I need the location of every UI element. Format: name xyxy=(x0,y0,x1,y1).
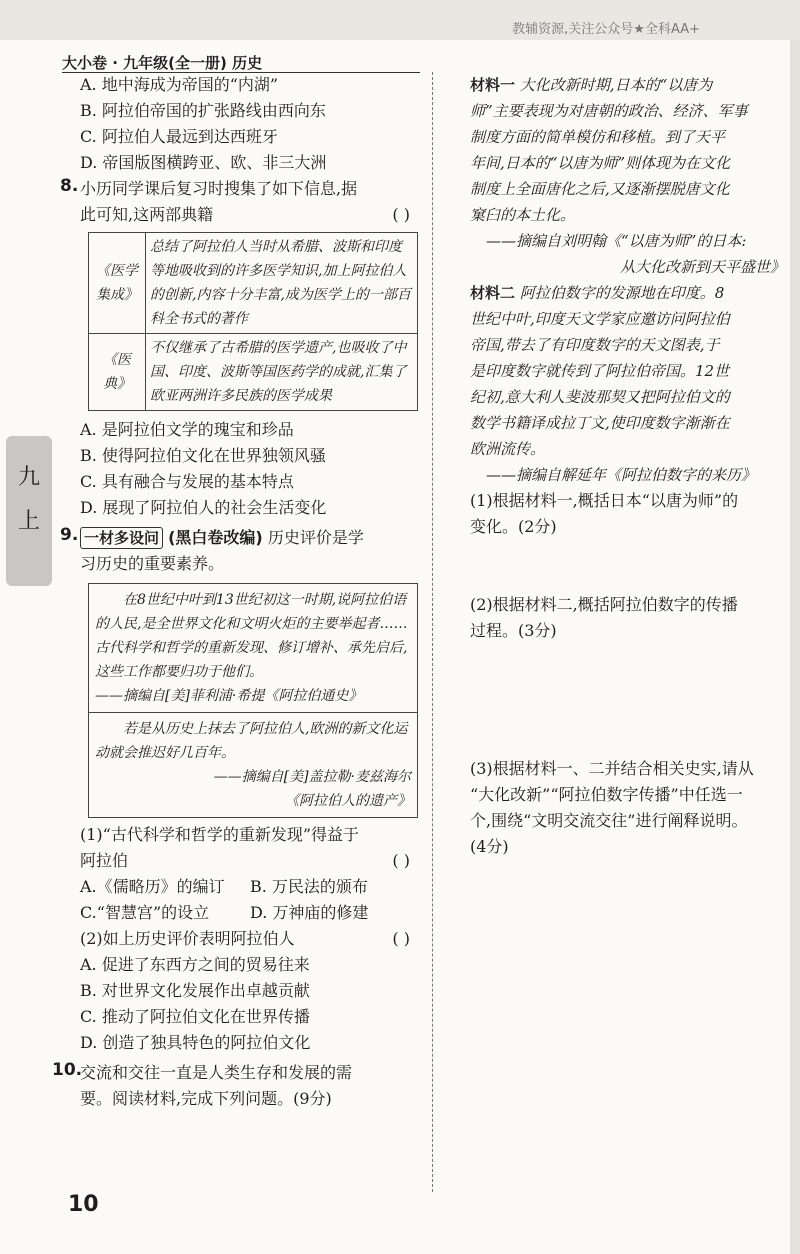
side-tab-char-2: 上 xyxy=(17,509,40,534)
q10-material-2-line: 是印度数字就传到了阿拉伯帝国。12世 xyxy=(470,362,730,380)
q9-sub2 xyxy=(80,926,420,952)
q10-material-2-line: 纪初,意大利人斐波那契又把阿拉伯文的 xyxy=(470,388,730,406)
q7-option-a: A. 地中海成为帝国的“内湖” xyxy=(80,75,279,94)
q9-quote-1: 在8世纪中叶到13世纪初这一时期,说阿拉伯语的人民,是全世界文化和文明火炬的主要举起者……古代科学和哲学的重新发现、修订增补、承先启后,这些工作都要归功于他们。 xyxy=(95,592,408,680)
q10-sub3-line-4: (4分) xyxy=(470,837,509,856)
q9-quote-box xyxy=(88,583,418,818)
q8-book-2: 《医典》 xyxy=(89,334,146,411)
q8-option-c: C. 具有融合与发展的基本特点 xyxy=(80,472,294,491)
q10-material-2-line: 世纪中叶,印度天文学家应邀访问阿拉伯 xyxy=(470,310,730,328)
q9-sub2-paren: ( ) xyxy=(392,929,410,948)
q9-sub2-option-a: A. 促进了东西方之间的贸易往来 xyxy=(80,955,310,974)
q10-sub3-line-1: (3)根据材料一、二并结合相关史实,请从 xyxy=(470,759,754,778)
q9-sub1-a: (1)“古代科学和哲学的重新发现”得益于 xyxy=(80,825,360,844)
q10-sub1-line-2: 变化。(2分) xyxy=(470,517,557,536)
q10-material-2-source: ——摘编自解延年《阿拉伯数字的来历》 xyxy=(486,466,757,484)
q9-sub1-option-a: A.《儒略历》的编订 xyxy=(80,877,225,896)
right-column xyxy=(470,72,785,1040)
q10-material-2-text-1: 阿拉伯数字的发源地在印度。8 xyxy=(519,284,725,302)
side-tab-char-1: 九 xyxy=(17,465,40,490)
q9-quote-2-source-1: ——摘编自[美]盖拉勒·麦兹海尔 xyxy=(213,769,411,785)
q8-answer-paren: ( ) xyxy=(392,205,410,224)
grade-side-tab xyxy=(6,436,52,586)
q9-stem-1-text: 历史评价是学 xyxy=(267,528,364,547)
q8-option-b: B. 使得阿拉伯文化在世界独领风骚 xyxy=(80,446,326,465)
q10-sub2-line-2: 过程。(3分) xyxy=(470,621,557,640)
q9-tag: 一材多设问 xyxy=(80,527,163,549)
q10-material-1-line: 窠臼的本土化。 xyxy=(470,206,576,224)
q9-sub1-option-d: D. 万神庙的修建 xyxy=(250,903,369,922)
q10-material-2-line-1 xyxy=(470,280,785,306)
q9-number: 9. xyxy=(60,525,79,545)
q10-sub3-line-2: “大化改新”“阿拉伯数字传播”中任选一 xyxy=(470,785,743,804)
q10-material-1-label: 材料一 xyxy=(470,76,516,94)
table-row xyxy=(89,233,418,334)
q10-material-1-text-1: 大化改新时期,日本的“以唐为 xyxy=(519,76,713,94)
q10-material-1-line-1 xyxy=(470,72,785,98)
q9-sub1-b-text: 阿拉伯 xyxy=(80,851,129,870)
q7-option-d: D. 帝国版图横跨亚、欧、非三大洲 xyxy=(80,153,327,172)
watermark: 教辅资源,关注公众号★全科AA+ xyxy=(512,22,700,37)
q9-quote-2-source-2: 《阿拉伯人的遗产》 xyxy=(285,793,411,809)
q9-stem-1 xyxy=(80,525,420,551)
q9-sub1-paren: ( ) xyxy=(392,851,410,870)
q8-stem-1: 小历同学课后复习时搜集了如下信息,据 xyxy=(80,179,358,198)
q7-option-b: B. 阿拉伯帝国的扩张路线由西向东 xyxy=(80,101,326,120)
q10-sub3-line-3: 个,围绕“文明交流交往”进行阐释说明。 xyxy=(470,811,748,830)
q10-material-2-label: 材料二 xyxy=(470,284,516,302)
q7-option-c: C. 阿拉伯人最远到达西班牙 xyxy=(80,127,278,146)
q10-sub1-line-1: (1)根据材料一,概括日本“以唐为师”的 xyxy=(470,491,739,510)
q10-material-1-line: 制度上全面唐化之后,又逐渐摆脱唐文化 xyxy=(470,180,730,198)
page-edge xyxy=(790,40,800,1254)
q10-stem-2: 要。阅读材料,完成下列问题。(9分) xyxy=(80,1089,332,1108)
q9-source-tag: (黑白卷改编) xyxy=(168,528,263,547)
q9-stem-2: 习历史的重要素养。 xyxy=(80,554,225,573)
q10-sub3-answer-space[interactable] xyxy=(470,860,785,1040)
q10-material-1-line: 制度方面的简单模仿和移植。到了天平 xyxy=(470,128,726,146)
question-9 xyxy=(60,525,420,1056)
q10-material-1-source-1: ——摘编自刘明翰《“以唐为师”的日本: xyxy=(486,232,747,250)
q9-sub1-option-c: C.“智慧宫”的设立 xyxy=(80,903,210,922)
q9-sub1-options-row-1 xyxy=(80,874,420,900)
page-number: 10 xyxy=(68,1192,99,1217)
q9-quote-1-source: ——摘编自[美]菲利浦·希提《阿拉伯通史》 xyxy=(95,688,363,704)
q8-table xyxy=(88,232,418,411)
q9-sub2-option-b: B. 对世界文化发展作出卓越贡献 xyxy=(80,981,310,1000)
q9-quote-2: 若是从历史上抹去了阿拉伯人,欧洲的新文化运动就会推迟好几百年。 xyxy=(95,721,408,761)
column-divider xyxy=(432,72,433,1192)
q10-material-1-line: 师”主要表现为对唐朝的政治、经济、军事 xyxy=(470,102,748,120)
q8-book-2-desc: 不仅继承了古希腊的医学遗产,也吸收了中国、印度、波斯等国医药学的成就,汇集了欧亚两洲许多民族的医学成果 xyxy=(146,334,418,411)
q8-stem-2-text: 此可知,这两部典籍 xyxy=(80,205,214,224)
q8-book-1-desc: 总结了阿拉伯人当时从希腊、波斯和印度等地吸收到的许多医学知识,加上阿拉伯人的创新,内容十分丰富,成为医学上的一部百科全书式的著作 xyxy=(146,233,418,334)
q9-sub1-options-row-2 xyxy=(80,900,420,926)
q10-material-2-line: 数学书籍译成拉丁文,使印度数字渐渐在 xyxy=(470,414,730,432)
book-header: 大小卷 · 九年级(全一册) 历史 xyxy=(62,54,263,72)
q10-number: 10. xyxy=(52,1060,83,1080)
q9-sub2-option-c: C. 推动了阿拉伯文化在世界传播 xyxy=(80,1007,310,1026)
q10-sub1-answer-space[interactable] xyxy=(470,540,785,592)
q8-option-d: D. 展现了阿拉伯人的社会生活变化 xyxy=(80,498,327,517)
q10-material-2-line: 欧洲流传。 xyxy=(470,440,546,458)
q10-material-2-line: 帝国,带去了有印度数字的天文图表,于 xyxy=(470,336,720,354)
q10-sub2-line-1: (2)根据材料二,概括阿拉伯数字的传播 xyxy=(470,595,738,614)
q8-number: 8. xyxy=(60,176,79,196)
q9-quote-divider xyxy=(89,712,417,713)
q10-stem-1: 交流和交往一直是人类生存和发展的需 xyxy=(80,1063,353,1082)
question-8 xyxy=(60,176,420,521)
q9-sub1-option-b: B. 万民法的颁布 xyxy=(250,877,368,896)
q9-sub2-option-d: D. 创造了独具特色的阿拉伯文化 xyxy=(80,1033,311,1052)
left-column xyxy=(52,72,420,1112)
q9-sub2-text: (2)如上历史评价表明阿拉伯人 xyxy=(80,929,295,948)
q8-option-a: A. 是阿拉伯文学的瑰宝和珍品 xyxy=(80,420,294,439)
question-10 xyxy=(52,1060,420,1112)
q10-sub2-answer-space[interactable] xyxy=(470,644,785,756)
table-row xyxy=(89,334,418,411)
q8-book-1: 《医学集成》 xyxy=(89,233,146,334)
q9-sub1-b xyxy=(80,848,420,874)
q10-material-1-source-2: 从大化改新到天平盛世》 xyxy=(619,258,785,276)
q8-stem-2 xyxy=(80,202,420,228)
q10-material-1-line: 年间,日本的“以唐为师”则体现为在文化 xyxy=(470,154,731,172)
